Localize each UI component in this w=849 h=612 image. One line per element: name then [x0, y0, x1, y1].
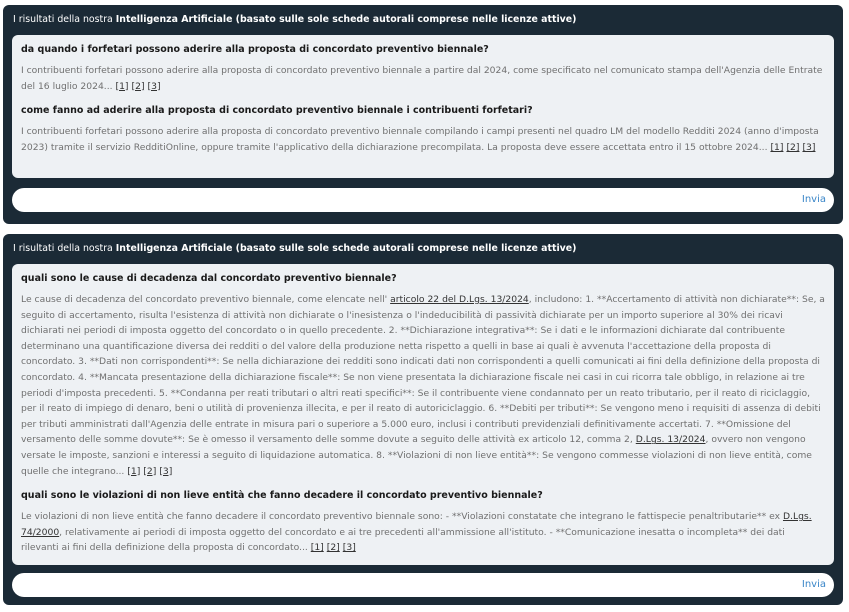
ai-results-panel [3, 234, 843, 605]
qa-list [12, 264, 834, 565]
reference-link-2[interactable]: [2] [326, 542, 340, 554]
question-input-bar [12, 573, 834, 597]
reference-links [311, 542, 359, 553]
send-button[interactable]: Invia [802, 573, 826, 597]
question: da quando i forfetari possono aderire alla proposta di concordato preventivo biennale? [21, 44, 489, 55]
question-input[interactable] [22, 576, 766, 596]
question-input[interactable] [22, 191, 766, 211]
reference-link-3[interactable]: [3] [342, 542, 356, 554]
ai-results-panel [3, 5, 843, 224]
reference-link-2[interactable]: [2] [131, 80, 145, 92]
question-input-bar [12, 188, 834, 212]
law-link[interactable]: articolo 22 del D.Lgs. 13/2024 [390, 294, 529, 305]
panel-header-bold: Intelligenza Artificiale (basato sulle sole schede autorali comprese nelle licenze attive) [115, 14, 577, 25]
question: quali sono le cause di decadenza dal concordato preventivo biennale? [21, 273, 397, 284]
reference-links [770, 142, 818, 153]
panel-header: I risultati della nostra Intelligenza Artificiale (basato sulle sole schede autorali comprese nelle licenze attive) [13, 243, 577, 254]
qa-item [21, 489, 825, 556]
panel-header: I risultati della nostra Intelligenza Artificiale (basato sulle sole schede autorali comprese nelle licenze attive) [13, 14, 577, 25]
reference-links [127, 466, 175, 477]
question: quali sono le violazioni di non lieve entità che fanno decadere il concordato preventivo biennale? [21, 490, 543, 502]
reference-link-3[interactable]: [3] [147, 80, 161, 92]
reference-link-1[interactable]: [1] [310, 542, 324, 554]
answer: Le violazioni di non lieve entità che fanno decadere il concordato preventivo biennale sono: - **Violazioni constatate che integrano le fattispecie penaltributarie** ex D.Lgs. 74/2000, relativamente ai periodi di imposta oggetto del concordato e ai tre precedenti all'ammissione all'istituto. - **Comunicazione inesatta o incompleta** dei dati rilevanti ai fini della definizione della proposta di concordato... [1] [2] [3] [21, 511, 812, 554]
question: come fanno ad aderire alla proposta di concordato preventivo biennale i contribuenti forfetari? [21, 105, 533, 117]
reference-link-2[interactable]: [2] [786, 141, 800, 153]
panel-header-bold: Intelligenza Artificiale (basato sulle sole schede autorali comprese nelle licenze attive) [115, 243, 577, 254]
reference-link-1[interactable]: [1] [115, 80, 129, 92]
reference-link-3[interactable]: [3] [802, 141, 816, 153]
answer: Le cause di decadenza del concordato preventivo biennale, come elencate nell' articolo 22 del D.Lgs. 13/2024, includono: 1. **Accertamento di attività non dichiarate**: Se, a seguito di accertamento, risulta l'esistenza di attività non dichiarate o l'inesistenza o l'indeducibilità di passività dichiarate per un importo superiore al 30% dei ricavi dichiarati nei periodi di imposta oggetto del concordato o in quello precedente. 2. **Dichiarazione integrativa**: Se i dati e le informazioni dichiarate dal contribuente determinano una quantificazione diversa dei redditi o del valore della produzione netta rispetto a quelli in base ai quali è avvenuta l'accettazione della proposta di concordato. 3. **Dati non corrispondenti**: Se nella dichiarazione dei redditi sono indicati dati non corrispondenti a quelli comunicati ai fini della definizione della proposta di concordato. 4. **Mancata presentazione della dichiarazione fiscale**: Se non viene presentata la dichiarazione fiscale nei casi in cui ricorra tale obbligo, in relazione ai tre periodi d'imposta precedenti. 5. **Condanna per reati tributari o altri reati specifici**: Se il contribuente viene condannato per un reato tributario, per il reato di riciclaggio, per il reato di impiego di denaro, beni o utilità di provenienza illecita, e per il reato di autoriciclaggio. 6. **Debiti per tributi**: Se vengono meno i requisiti di assenza di debiti per tributi amministrati dall'Agenzia delle entrate in misura pari o superiore a 5.000 euro, inclusi i contributi previdenziali definitivamente accertati. 7. **Omissione del versamento delle somme dovute**: Se è omesso il versamento delle somme dovute a seguito delle attività ex articolo 12, comma 2, D.Lgs. 13/2024, ovvero non vengono versate le imposte, sanzioni e interessi a seguito di liquidazione automatica. 8. **Violazioni di non lieve entità**: Se vengono commesse violazioni di non lieve entità, come quelle che integrano... [1] [2] [3] [21, 294, 825, 477]
reference-links [116, 81, 164, 92]
answer: I contribuenti forfetari possono aderire alla proposta di concordato preventivo biennale compilando i campi presenti nel quadro LM del modello Redditi 2024 (anno d'imposta 2023) tramite il servizio RedditiOnline, oppure tramite l'applicativo della dichiarazione precompilata. La proposta deve essere accettata entro il 15 ottobre 2024... [1] [2] [3] [21, 126, 819, 153]
reference-link-3[interactable]: [3] [159, 465, 173, 477]
qa-item [21, 104, 825, 155]
reference-link-2[interactable]: [2] [143, 465, 157, 477]
qa-item [21, 272, 825, 479]
qa-list [12, 35, 834, 178]
send-button[interactable]: Invia [802, 188, 826, 212]
reference-link-1[interactable]: [1] [770, 141, 784, 153]
law-link[interactable]: D.Lgs. 74/2000 [21, 511, 812, 538]
qa-item [21, 43, 825, 94]
answer: I contribuenti forfetari possono aderire alla proposta di concordato preventivo biennale a partire dal 2024, come specificato nel comunicato stampa dell'Agenzia delle Entrate del 16 luglio 2024... [1] [2] [3] [21, 65, 823, 92]
reference-link-1[interactable]: [1] [127, 465, 141, 477]
law-link[interactable]: D.Lgs. 13/2024 [635, 434, 706, 446]
